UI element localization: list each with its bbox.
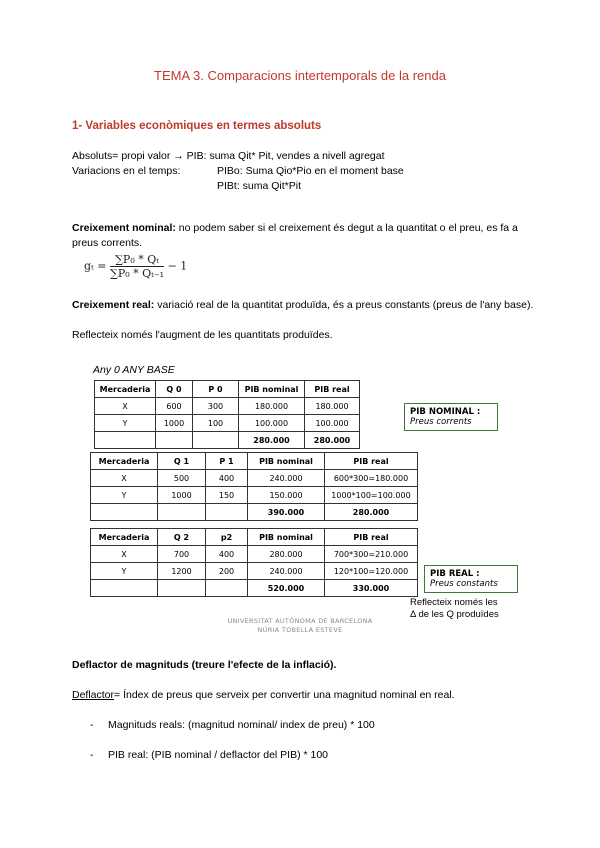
cell: 1000 [158,487,206,504]
bullet-real-gdp: PIB real: (PIB nominal / deflactor del PIB) * 100 [108,749,329,761]
bullet-real-magnitudes: Magnituds reals: (magnitud nominal/ index de preu) * 100 [108,719,375,731]
cell: 1000*100=100.000 [325,487,418,504]
cell [206,580,248,597]
total-cell: 520.000 [248,580,325,597]
header-cell: PIB real [305,381,360,398]
nominal-growth-label: Creixement nominal: [72,222,176,234]
table-row [91,470,418,487]
cell: 280.000 [248,546,325,563]
header-cell: P 0 [193,381,239,398]
formula-tail: − 1 [167,259,188,273]
cell: 1000 [156,415,193,432]
real-growth-label: Creixement real: [72,299,155,311]
table-header-row [91,529,418,546]
cell [206,504,248,521]
formula-denominator: ∑P₀ * Qₜ₋₁ [109,267,165,280]
cell: Y [91,487,158,504]
variation-label: Variacions en el temps: [72,165,181,177]
total-cell: 280.000 [239,432,305,449]
total-cell: 390.000 [248,504,325,521]
deflactor-label: Deflactor [72,689,115,701]
header-cell: PIB nominal [248,453,325,470]
table-header-row [95,381,360,398]
header-cell: Q 2 [158,529,206,546]
cell: 600*300=180.000 [325,470,418,487]
header-cell: PIB nominal [248,529,325,546]
nominal-growth-paragraph [72,221,528,251]
formula-fraction [110,253,164,280]
cell: 700*300=210.000 [325,546,418,563]
section-heading: 1- Variables econòmiques en termes absoluts [72,120,322,132]
table-year-0 [94,380,360,449]
cell [193,432,239,449]
pib0-line: PIBo: Suma Qio*Pio en el moment base [217,165,404,177]
header-cell: PIB real [325,529,418,546]
reflecteix-note: Reflecteix només les Δ de les Q produïdes [410,597,499,620]
cell: 500 [158,470,206,487]
cell: Y [95,415,156,432]
cell: 100 [193,415,239,432]
total-cell: 280.000 [325,504,418,521]
cell: 300 [193,398,239,415]
cell [158,504,206,521]
formula-numerator: ∑P₀ * Qₜ [110,253,164,267]
deflactor-text: = Índex de preus que serveix per convertir una magnitud nominal en real. [114,689,455,701]
cell: 1200 [158,563,206,580]
note-pib-nominal [404,403,498,431]
table-row [91,487,418,504]
header-cell: p2 [206,529,248,546]
cell: 240.000 [248,563,325,580]
cell: 180.000 [305,398,360,415]
cell: X [95,398,156,415]
cell [91,504,158,521]
table-row [95,415,360,432]
real-growth-text: variació real de la quantitat produïda, és a preus constants (preus de l'any base). [154,299,534,311]
real-growth-line2: Reflecteix només l'augment de les quantitats produïdes. [72,329,333,341]
cell: X [91,546,158,563]
table-year-1 [90,452,418,521]
absolute-line: Absoluts= propi valor → PIB: suma Qit* Pit, vendes a nivell agregat [72,150,385,162]
bullet-dash: - [90,719,94,731]
table-header-row [91,453,418,470]
cell [158,580,206,597]
cell: 700 [158,546,206,563]
cell: 150 [206,487,248,504]
cell [95,432,156,449]
deflactor-heading: Deflactor de magnituds (treure l'efecte de la inflació). [72,659,337,671]
note-title: PIB NOMINAL : [410,407,481,417]
cell: 600 [156,398,193,415]
note-subtitle: Preus constants [430,579,498,589]
table-row [95,398,360,415]
cell: X [91,470,158,487]
cell: 400 [206,546,248,563]
total-cell: 330.000 [325,580,418,597]
formula-lhs: gₜ = [84,259,107,273]
cell: 100.000 [239,415,305,432]
page-title: TEMA 3. Comparacions intertemporals de la renda [154,68,446,83]
pibt-line: PIBt: suma Qit*Pit [217,180,302,192]
bullet-dash: - [90,749,94,761]
any-base-label: Any 0 ANY BASE [93,364,175,376]
cell: 150.000 [248,487,325,504]
table-year-2 [90,528,418,597]
note-subtitle: Preus corrents [410,417,472,427]
growth-formula [84,253,187,280]
cell: 400 [206,470,248,487]
cell: 100.000 [305,415,360,432]
deflactor-definition [72,688,542,703]
table-total-row [91,504,418,521]
cell: 120*100=120.000 [325,563,418,580]
header-cell: Mercaderia [91,453,158,470]
header-cell: Mercaderia [91,529,158,546]
real-growth-paragraph [72,298,534,313]
table-total-row [91,580,418,597]
cell: 180.000 [239,398,305,415]
table-row [91,546,418,563]
header-cell: PIB real [325,453,418,470]
table-row [91,563,418,580]
note-title: PIB REAL : [430,569,480,579]
total-cell: 280.000 [305,432,360,449]
header-cell: Q 1 [158,453,206,470]
nominal-growth-text: no podem saber si el creixement és degut a la quantitat o el preu, es fa a preus corrents. [72,222,518,249]
watermark-author: NÚRIA TOBELLA ESTEVE [257,626,343,634]
header-cell: Mercaderia [95,381,156,398]
header-cell: PIB nominal [239,381,305,398]
note-pib-real [424,565,518,593]
cell: 240.000 [248,470,325,487]
header-cell: Q 0 [156,381,193,398]
cell [91,580,158,597]
header-cell: P 1 [206,453,248,470]
cell: Y [91,563,158,580]
cell [156,432,193,449]
cell: 200 [206,563,248,580]
table-total-row [95,432,360,449]
watermark-university: UNIVERSITAT AUTÒNOMA DE BARCELONA [227,617,373,625]
